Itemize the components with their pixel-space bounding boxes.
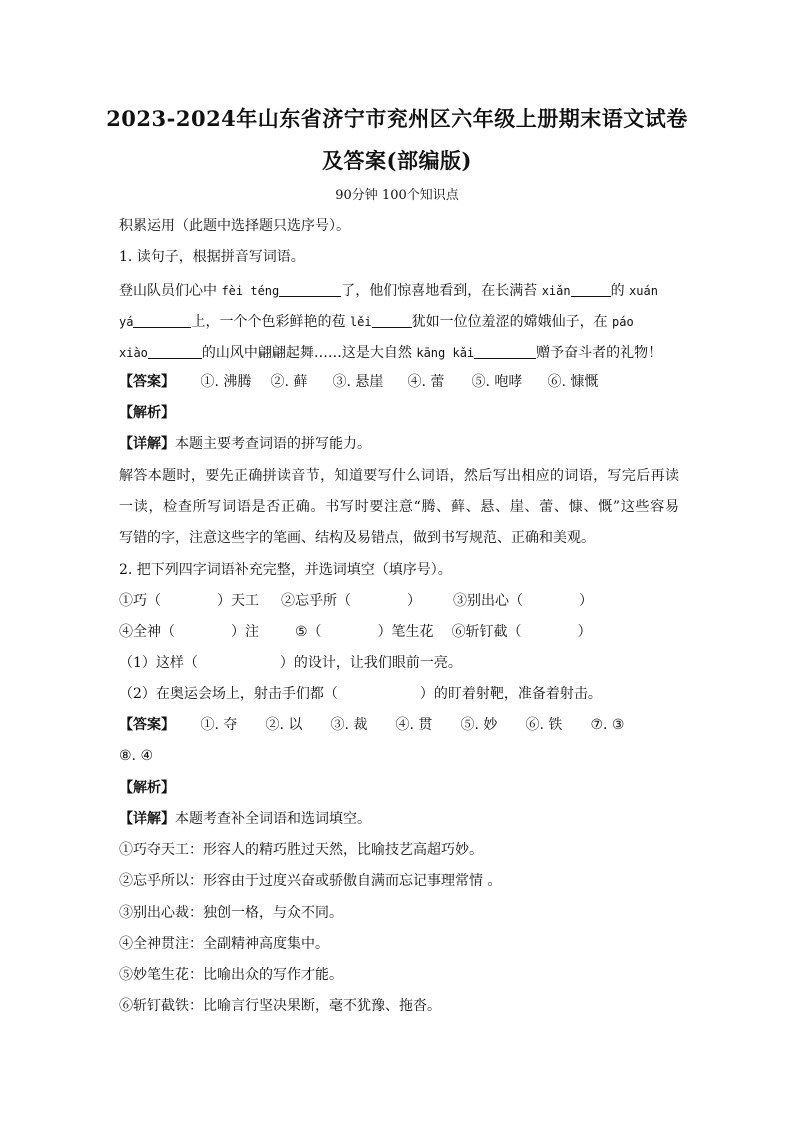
q2-explain-line6: ⑥斩钉截铁：比喻言行坚决果断，毫不犹豫、拖沓。 [119, 998, 441, 1014]
idiom-5-end: ）笔生花 [377, 624, 434, 640]
q1-answer-2: ②. 藓 [270, 374, 308, 390]
q1-text-e: 犹如一位位羞涩的嫦娥仙子，在 [411, 314, 613, 330]
idiom-5-start: ⑤（ [295, 624, 322, 640]
q1-text-c: 的 [610, 283, 630, 299]
fill-2-end: ）的盯着射靶，准备着射击。 [419, 686, 602, 702]
q2-idiom-row1 [119, 594, 679, 608]
q2-stem: 2. 把下列四字词语补充完整，并选词填空（填序号）。 [119, 562, 452, 578]
q2-idiom-row2 [119, 625, 679, 639]
q1-text-line3 [119, 344, 679, 360]
idiom-4-start: ④全神（ [119, 624, 175, 640]
q1-answer-5: ⑤. 咆哮 [471, 374, 523, 390]
answer-blank-4[interactable] [372, 313, 412, 328]
q2-answer-1: ①. 夺 [200, 717, 238, 733]
fill-1-end: ）的设计，让我们眼前一亮。 [279, 655, 462, 671]
q2-fill-sentence-1 [119, 656, 679, 670]
idiom-4-end: ）注 [231, 624, 259, 640]
q2-answer-3: ③. 裁 [330, 717, 368, 733]
q2-answer-row [119, 718, 679, 732]
q1-explain-line1: 解答本题时，要先正确拼读音节，知道要写什么词语，然后写出相应的词语，写完后再读 [119, 468, 679, 484]
document-title-line2: 及答案(部编版) [322, 148, 472, 173]
pinyin-3a: xuán [629, 284, 658, 298]
answer-blank-3[interactable] [133, 313, 191, 328]
q1-answer-row [119, 375, 679, 389]
q2-answer-8: ⑧. ④ [119, 748, 154, 764]
q1-explain-line2: 一读，检查所写词语是否正确。书写时要注意“腾、藓、悬、崖、蕾、慷、慨”这些容易 [119, 499, 679, 515]
fill-1-start: （1）这样（ [119, 655, 198, 671]
idiom-1-end: ）天工 [217, 593, 259, 609]
q2-answer-2: ②. 以 [265, 717, 303, 733]
q2-explain-line2: ②忘乎所以：形容由于过度兴奋或骄傲自满而忘记事理常情 。 [119, 873, 502, 889]
answer-blank-5[interactable] [148, 344, 202, 359]
q1-answer-6: ⑥. 慷慨 [547, 374, 599, 390]
idiom-3-end: ） [579, 593, 593, 609]
q1-analysis-label: 【解析】 [119, 405, 175, 421]
q2-answer-6: ⑥. 铁 [525, 717, 563, 733]
q1-explain-line3: 写错的字，注意这些字的笔画、结构及易错点，做到书写规范、正确和美观。 [119, 530, 595, 546]
detail-label: 【详解】 [119, 811, 175, 827]
q2-answer-7: ⑦. ③ [590, 717, 625, 733]
detail-label: 【详解】 [119, 436, 175, 452]
q1-text-line1 [119, 282, 679, 298]
q1-text-line2 [119, 313, 679, 329]
idiom-2-start: ②忘乎所（ [281, 593, 351, 609]
pinyin-3b: yá [119, 315, 134, 329]
q1-detail-text: 本题主要考查词语的拼写能力。 [175, 436, 371, 452]
q2-explain-line4: ④全神贯注：全副精神高度集中。 [119, 936, 329, 952]
q1-text-f: 的山风中翩翩起舞……这是大自然 [201, 345, 417, 361]
answer-label: 【答案】 [119, 717, 175, 733]
idiom-1-start: ①巧（ [119, 593, 161, 609]
q2-explain-line1: ①巧夺天工：形容人的精巧胜过天然，比喻技艺高超巧妙。 [119, 842, 483, 858]
q2-analysis-label: 【解析】 [119, 780, 175, 796]
pinyin-4: lěi [349, 315, 372, 329]
q1-text-d: 上，一个个色彩鲜艳的苞 [191, 314, 350, 330]
answer-blank-2[interactable] [571, 282, 611, 297]
idiom-6-start: ⑥斩钉截（ [451, 624, 522, 640]
q2-answer-4: ④. 贯 [395, 717, 433, 733]
document-title-line1: 2023-2024年山东省济宁市兖州区六年级上册期末语文试卷 [106, 106, 688, 131]
q1-text-a: 登山队员们心中 [119, 283, 222, 299]
q2-detail [119, 812, 679, 826]
q2-detail-text: 本题考查补全词语和选词填空。 [175, 811, 371, 827]
q1-answer-4: ④. 蕾 [407, 374, 445, 390]
idiom-6-end: ） [577, 624, 592, 640]
fill-2-start: （2）在奥运会场上，射击手们都（ [119, 686, 338, 702]
answer-blank-6[interactable] [474, 344, 536, 359]
answer-label: 【答案】 [119, 374, 175, 390]
q1-stem: 1. 读句子，根据拼音写词语。 [119, 249, 305, 265]
q2-explain-line3: ③别出心裁：独创一格，与众不同。 [119, 905, 343, 921]
q2-explain-line5: ⑤妙笔生花：比喻出众的写作才能。 [119, 967, 343, 983]
idiom-3-start: ③别出心（ [453, 593, 523, 609]
q1-detail [119, 437, 679, 451]
pinyin-5a: páo [612, 315, 634, 329]
pinyin-1: fèi téng [221, 284, 280, 298]
pinyin-2: xiǎn [541, 284, 571, 298]
q1-text-b: 了，他们惊喜地看到，在长满苔 [341, 283, 542, 299]
q1-text-g: 赠予奋斗者的礼物！ [536, 345, 663, 361]
q1-answer-1: ①. 沸腾 [200, 374, 252, 390]
q2-fill-sentence-2 [119, 687, 679, 701]
q2-answer-5: ⑤. 妙 [460, 717, 498, 733]
pinyin-5b: xiào [119, 346, 148, 360]
idiom-2-end: ） [407, 593, 421, 609]
section-heading: 积累运用（此题中选择题只选序号）。 [119, 218, 350, 234]
document-subtitle: 90分钟 100个知识点 [335, 188, 459, 203]
q1-answer-3: ③. 悬崖 [332, 374, 384, 390]
pinyin-6: kāng kǎi [416, 346, 475, 360]
answer-blank-1[interactable] [279, 282, 341, 297]
